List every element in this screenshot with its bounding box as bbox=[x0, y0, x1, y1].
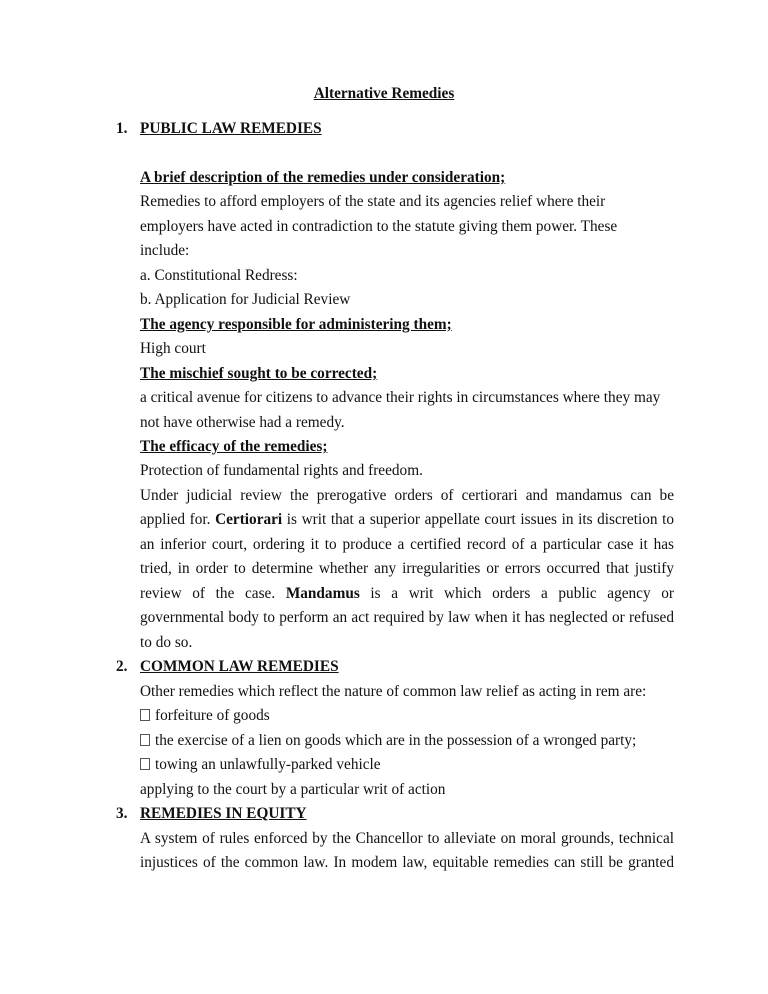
subheading-mischief: The mischief sought to be corrected; bbox=[140, 365, 378, 382]
paragraph-line: applying to the court by a particular writ of action bbox=[140, 781, 446, 798]
bullet-item: towing an unlawfully-parked vehicle bbox=[140, 755, 381, 775]
paragraph-line: not have otherwise had a remedy. bbox=[140, 414, 345, 431]
bullet-icon bbox=[140, 734, 150, 746]
term-certiorari: Certiorari bbox=[215, 511, 283, 528]
section-2-number: 2. bbox=[116, 658, 128, 675]
paragraph-line: Protection of fundamental rights and freedom. bbox=[140, 462, 423, 479]
paragraph-line: employers have acted in contradiction to the statute giving them power. These bbox=[140, 218, 618, 235]
paragraph-line: tried, in order to determine whether any irregularities or errors occurred that justify bbox=[140, 560, 674, 577]
paragraph-line: Under judicial review the prerogative orders of certiorari and mandamus can be bbox=[140, 487, 674, 504]
paragraph-line: an inferior court, ordering it to produce a certified record of a particular case it has bbox=[140, 536, 674, 553]
paragraph-line: Remedies to afford employers of the state and its agencies relief where their bbox=[140, 193, 606, 210]
section-3-number: 3. bbox=[116, 805, 128, 822]
bullet-icon bbox=[140, 709, 150, 721]
bullet-icon bbox=[140, 758, 150, 770]
paragraph-line: Other remedies which reflect the nature of common law relief as acting in rem are: bbox=[140, 683, 647, 700]
paragraph-line: injustices of the common law. In modem law, equitable remedies can still be granted bbox=[140, 854, 674, 871]
term-mandamus: Mandamus bbox=[285, 585, 360, 602]
bullet-item: the exercise of a lien on goods which are in the possession of a wronged party; bbox=[140, 731, 636, 751]
paragraph-line: applied for. Certiorari is writ that a superior appellate court issues in its discretion to bbox=[140, 511, 674, 528]
list-item: a. Constitutional Redress: bbox=[140, 267, 298, 284]
subheading-efficacy: The efficacy of the remedies; bbox=[140, 438, 328, 455]
subheading-agency: The agency responsible for administering them; bbox=[140, 316, 452, 333]
section-1-heading: PUBLIC LAW REMEDIES bbox=[140, 120, 322, 137]
paragraph-line: review of the case. Mandamus is a writ which orders a public agency or bbox=[140, 585, 674, 602]
document-title: Alternative Remedies bbox=[313, 85, 455, 102]
section-1-number: 1. bbox=[116, 120, 128, 137]
paragraph-line: to do so. bbox=[140, 634, 193, 651]
paragraph-line: include: bbox=[140, 242, 190, 259]
paragraph-line: A system of rules enforced by the Chancellor to alleviate on moral grounds, technical bbox=[140, 830, 674, 847]
paragraph-line: governmental body to perform an act required by law when it has neglected or refused bbox=[140, 609, 674, 626]
section-2-heading: COMMON LAW REMEDIES bbox=[140, 658, 339, 675]
bullet-item: forfeiture of goods bbox=[140, 706, 270, 726]
paragraph-line: a critical avenue for citizens to advance their rights in circumstances where they may bbox=[140, 389, 661, 406]
section-3-heading: REMEDIES IN EQUITY bbox=[140, 805, 307, 822]
paragraph-line: High court bbox=[140, 340, 206, 357]
subheading-description: A brief description of the remedies under consideration; bbox=[140, 169, 506, 186]
list-item: b. Application for Judicial Review bbox=[140, 291, 351, 308]
